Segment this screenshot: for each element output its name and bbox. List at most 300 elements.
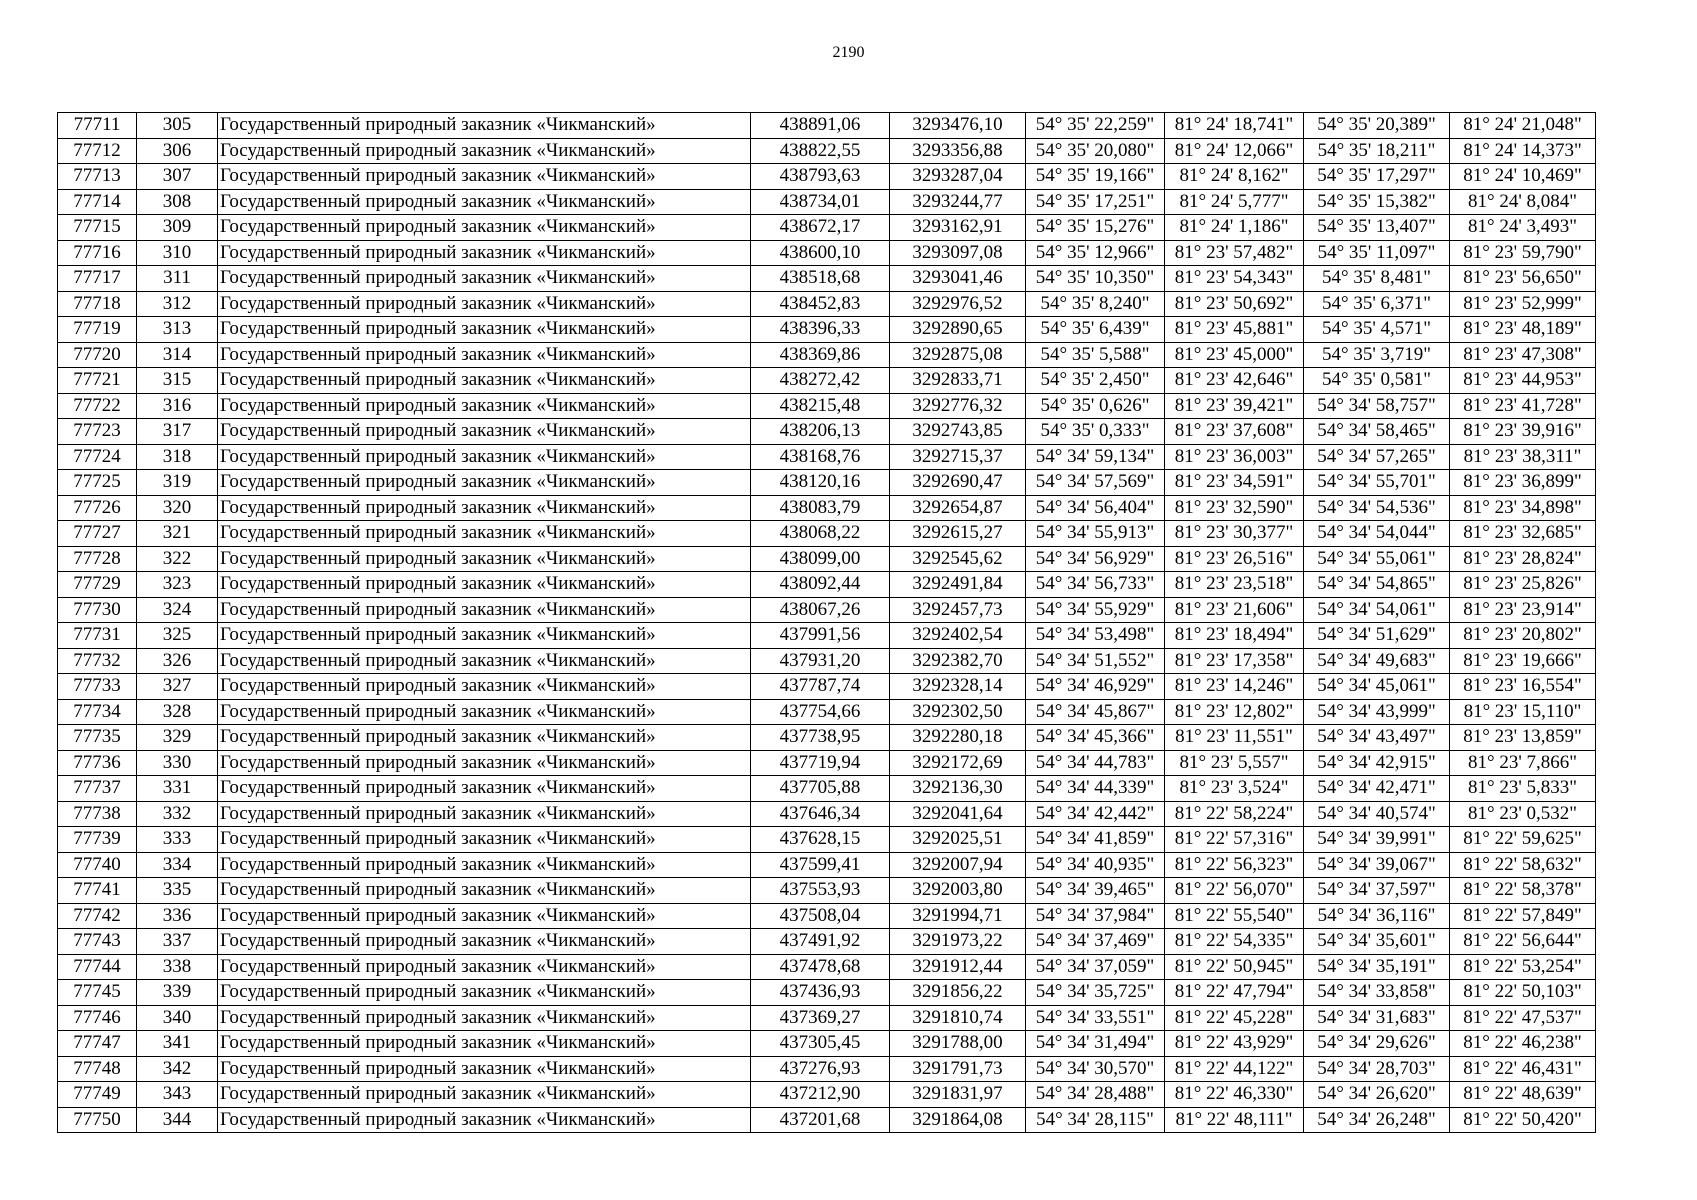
row-number-cell: 77728 [58,546,137,572]
longitude-1-cell: 81° 23' 30,377" [1165,521,1304,547]
latitude-2-cell: 54° 35' 0,581" [1304,368,1450,394]
protected-area-name-cell: Государственный природный заказник «Чикманский» [218,393,751,419]
latitude-1-cell: 54° 34' 56,733" [1026,572,1165,598]
longitude-1-cell: 81° 22' 48,111" [1165,1107,1304,1133]
y-coordinate-cell: 3292715,37 [890,444,1026,470]
x-coordinate-cell: 438396,33 [751,317,890,343]
y-coordinate-cell: 3291791,73 [890,1056,1026,1082]
latitude-2-cell: 54° 34' 35,601" [1304,929,1450,955]
point-number-cell: 320 [137,495,218,521]
row-number-cell: 77713 [58,164,137,190]
x-coordinate-cell: 437276,93 [751,1056,890,1082]
point-number-cell: 319 [137,470,218,496]
latitude-1-cell: 54° 35' 6,439" [1026,317,1165,343]
table-row [58,623,1596,649]
latitude-1-cell: 54° 34' 28,488" [1026,1082,1165,1108]
row-number-cell: 77748 [58,1056,137,1082]
longitude-2-cell: 81° 23' 38,311" [1450,444,1596,470]
row-number-cell: 77716 [58,240,137,266]
x-coordinate-cell: 437478,68 [751,954,890,980]
y-coordinate-cell: 3292654,87 [890,495,1026,521]
y-coordinate-cell: 3292003,80 [890,878,1026,904]
longitude-2-cell: 81° 22' 57,849" [1450,903,1596,929]
row-number-cell: 77737 [58,776,137,802]
latitude-1-cell: 54° 34' 33,551" [1026,1005,1165,1031]
x-coordinate-cell: 437719,94 [751,750,890,776]
longitude-2-cell: 81° 23' 59,790" [1450,240,1596,266]
y-coordinate-cell: 3293041,46 [890,266,1026,292]
latitude-2-cell: 54° 34' 54,865" [1304,572,1450,598]
y-coordinate-cell: 3292025,51 [890,827,1026,853]
row-number-cell: 77731 [58,623,137,649]
longitude-1-cell: 81° 23' 45,881" [1165,317,1304,343]
table-row [58,495,1596,521]
latitude-1-cell: 54° 34' 45,366" [1026,725,1165,751]
table-row [58,546,1596,572]
point-number-cell: 313 [137,317,218,343]
longitude-2-cell: 81° 23' 36,899" [1450,470,1596,496]
longitude-2-cell: 81° 23' 13,859" [1450,725,1596,751]
point-number-cell: 343 [137,1082,218,1108]
longitude-1-cell: 81° 22' 45,228" [1165,1005,1304,1031]
longitude-1-cell: 81° 23' 14,246" [1165,674,1304,700]
x-coordinate-cell: 438272,42 [751,368,890,394]
table-row [58,648,1596,674]
table-row [58,317,1596,343]
y-coordinate-cell: 3291788,00 [890,1031,1026,1057]
longitude-1-cell: 81° 22' 44,122" [1165,1056,1304,1082]
y-coordinate-cell: 3293356,88 [890,138,1026,164]
y-coordinate-cell: 3292743,85 [890,419,1026,445]
point-number-cell: 328 [137,699,218,725]
longitude-1-cell: 81° 22' 47,794" [1165,980,1304,1006]
point-number-cell: 325 [137,623,218,649]
x-coordinate-cell: 437491,92 [751,929,890,955]
y-coordinate-cell: 3292833,71 [890,368,1026,394]
longitude-1-cell: 81° 23' 37,608" [1165,419,1304,445]
x-coordinate-cell: 437599,41 [751,852,890,878]
point-number-cell: 337 [137,929,218,955]
protected-area-name-cell: Государственный природный заказник «Чикманский» [218,419,751,445]
protected-area-name-cell: Государственный природный заказник «Чикманский» [218,546,751,572]
point-number-cell: 309 [137,215,218,241]
latitude-2-cell: 54° 34' 43,999" [1304,699,1450,725]
protected-area-name-cell: Государственный природный заказник «Чикманский» [218,266,751,292]
table-row [58,929,1596,955]
longitude-1-cell: 81° 23' 42,646" [1165,368,1304,394]
y-coordinate-cell: 3292875,08 [890,342,1026,368]
table-row [58,1005,1596,1031]
x-coordinate-cell: 438092,44 [751,572,890,598]
latitude-2-cell: 54° 34' 31,683" [1304,1005,1450,1031]
y-coordinate-cell: 3292976,52 [890,291,1026,317]
longitude-2-cell: 81° 23' 28,824" [1450,546,1596,572]
protected-area-name-cell: Государственный природный заказник «Чикманский» [218,776,751,802]
latitude-1-cell: 54° 34' 40,935" [1026,852,1165,878]
protected-area-name-cell: Государственный природный заказник «Чикманский» [218,827,751,853]
x-coordinate-cell: 437931,20 [751,648,890,674]
protected-area-name-cell: Государственный природный заказник «Чикманский» [218,725,751,751]
x-coordinate-cell: 437754,66 [751,699,890,725]
x-coordinate-cell: 438099,00 [751,546,890,572]
table-row [58,215,1596,241]
y-coordinate-cell: 3292136,30 [890,776,1026,802]
row-number-cell: 77732 [58,648,137,674]
latitude-1-cell: 54° 34' 41,859" [1026,827,1165,853]
table-row [58,138,1596,164]
y-coordinate-cell: 3292041,64 [890,801,1026,827]
longitude-1-cell: 81° 24' 12,066" [1165,138,1304,164]
longitude-1-cell: 81° 23' 26,516" [1165,546,1304,572]
protected-area-name-cell: Государственный природный заказник «Чикманский» [218,368,751,394]
protected-area-name-cell: Государственный природный заказник «Чикманский» [218,572,751,598]
latitude-2-cell: 54° 35' 4,571" [1304,317,1450,343]
longitude-2-cell: 81° 23' 25,826" [1450,572,1596,598]
protected-area-name-cell: Государственный природный заказник «Чикманский» [218,215,751,241]
y-coordinate-cell: 3291912,44 [890,954,1026,980]
point-number-cell: 335 [137,878,218,904]
x-coordinate-cell: 437553,93 [751,878,890,904]
latitude-2-cell: 54° 34' 45,061" [1304,674,1450,700]
x-coordinate-cell: 437787,74 [751,674,890,700]
y-coordinate-cell: 3292457,73 [890,597,1026,623]
row-number-cell: 77749 [58,1082,137,1108]
protected-area-name-cell: Государственный природный заказник «Чикманский» [218,291,751,317]
latitude-1-cell: 54° 35' 0,333" [1026,419,1165,445]
latitude-1-cell: 54° 34' 55,929" [1026,597,1165,623]
point-number-cell: 306 [137,138,218,164]
longitude-2-cell: 81° 22' 58,632" [1450,852,1596,878]
row-number-cell: 77730 [58,597,137,623]
point-number-cell: 314 [137,342,218,368]
x-coordinate-cell: 437508,04 [751,903,890,929]
latitude-1-cell: 54° 34' 39,465" [1026,878,1165,904]
point-number-cell: 332 [137,801,218,827]
latitude-2-cell: 54° 34' 57,265" [1304,444,1450,470]
row-number-cell: 77744 [58,954,137,980]
point-number-cell: 321 [137,521,218,547]
latitude-1-cell: 54° 34' 51,552" [1026,648,1165,674]
longitude-2-cell: 81° 23' 20,802" [1450,623,1596,649]
latitude-2-cell: 54° 34' 51,629" [1304,623,1450,649]
row-number-cell: 77727 [58,521,137,547]
latitude-2-cell: 54° 34' 49,683" [1304,648,1450,674]
x-coordinate-cell: 438068,22 [751,521,890,547]
y-coordinate-cell: 3292690,47 [890,470,1026,496]
longitude-2-cell: 81° 22' 59,625" [1450,827,1596,853]
table-row [58,1056,1596,1082]
longitude-2-cell: 81° 22' 48,639" [1450,1082,1596,1108]
latitude-1-cell: 54° 35' 2,450" [1026,368,1165,394]
x-coordinate-cell: 438215,48 [751,393,890,419]
point-number-cell: 331 [137,776,218,802]
longitude-2-cell: 81° 23' 15,110" [1450,699,1596,725]
longitude-2-cell: 81° 24' 3,493" [1450,215,1596,241]
point-number-cell: 326 [137,648,218,674]
latitude-1-cell: 54° 34' 37,984" [1026,903,1165,929]
x-coordinate-cell: 437201,68 [751,1107,890,1133]
table-row [58,266,1596,292]
point-number-cell: 324 [137,597,218,623]
longitude-2-cell: 81° 23' 39,916" [1450,419,1596,445]
x-coordinate-cell: 438120,16 [751,470,890,496]
latitude-2-cell: 54° 34' 36,116" [1304,903,1450,929]
y-coordinate-cell: 3291973,22 [890,929,1026,955]
row-number-cell: 77738 [58,801,137,827]
longitude-1-cell: 81° 24' 18,741" [1165,113,1304,139]
y-coordinate-cell: 3292545,62 [890,546,1026,572]
point-number-cell: 310 [137,240,218,266]
point-number-cell: 318 [137,444,218,470]
x-coordinate-cell: 438600,10 [751,240,890,266]
latitude-1-cell: 54° 34' 53,498" [1026,623,1165,649]
longitude-1-cell: 81° 23' 45,000" [1165,342,1304,368]
y-coordinate-cell: 3292776,32 [890,393,1026,419]
longitude-1-cell: 81° 24' 8,162" [1165,164,1304,190]
row-number-cell: 77740 [58,852,137,878]
longitude-2-cell: 81° 24' 8,084" [1450,189,1596,215]
table-body [58,113,1596,1133]
row-number-cell: 77743 [58,929,137,955]
protected-area-name-cell: Государственный природный заказник «Чикманский» [218,1082,751,1108]
table-row [58,521,1596,547]
longitude-1-cell: 81° 23' 11,551" [1165,725,1304,751]
latitude-1-cell: 54° 35' 15,276" [1026,215,1165,241]
latitude-2-cell: 54° 35' 15,382" [1304,189,1450,215]
longitude-1-cell: 81° 22' 58,224" [1165,801,1304,827]
y-coordinate-cell: 3291831,97 [890,1082,1026,1108]
point-number-cell: 307 [137,164,218,190]
longitude-2-cell: 81° 22' 50,103" [1450,980,1596,1006]
latitude-2-cell: 54° 35' 8,481" [1304,266,1450,292]
protected-area-name-cell: Государственный природный заказник «Чикманский» [218,699,751,725]
point-number-cell: 327 [137,674,218,700]
longitude-1-cell: 81° 23' 32,590" [1165,495,1304,521]
protected-area-name-cell: Государственный природный заказник «Чикманский» [218,1056,751,1082]
y-coordinate-cell: 3292007,94 [890,852,1026,878]
x-coordinate-cell: 437705,88 [751,776,890,802]
x-coordinate-cell: 438672,17 [751,215,890,241]
coordinates-table [57,112,1596,1133]
x-coordinate-cell: 437991,56 [751,623,890,649]
row-number-cell: 77718 [58,291,137,317]
latitude-1-cell: 54° 34' 28,115" [1026,1107,1165,1133]
x-coordinate-cell: 438452,83 [751,291,890,317]
latitude-1-cell: 54° 34' 59,134" [1026,444,1165,470]
protected-area-name-cell: Государственный природный заказник «Чикманский» [218,470,751,496]
latitude-1-cell: 54° 34' 30,570" [1026,1056,1165,1082]
latitude-1-cell: 54° 35' 12,966" [1026,240,1165,266]
protected-area-name-cell: Государственный природный заказник «Чикманский» [218,878,751,904]
longitude-1-cell: 81° 23' 57,482" [1165,240,1304,266]
y-coordinate-cell: 3293287,04 [890,164,1026,190]
x-coordinate-cell: 437738,95 [751,725,890,751]
table-row [58,699,1596,725]
latitude-1-cell: 54° 35' 20,080" [1026,138,1165,164]
x-coordinate-cell: 437646,34 [751,801,890,827]
longitude-1-cell: 81° 22' 56,323" [1165,852,1304,878]
latitude-2-cell: 54° 35' 18,211" [1304,138,1450,164]
latitude-1-cell: 54° 35' 8,240" [1026,291,1165,317]
y-coordinate-cell: 3292890,65 [890,317,1026,343]
longitude-1-cell: 81° 23' 34,591" [1165,470,1304,496]
longitude-1-cell: 81° 22' 43,929" [1165,1031,1304,1057]
latitude-1-cell: 54° 35' 10,350" [1026,266,1165,292]
row-number-cell: 77720 [58,342,137,368]
protected-area-name-cell: Государственный природный заказник «Чикманский» [218,240,751,266]
table-row [58,393,1596,419]
y-coordinate-cell: 3292302,50 [890,699,1026,725]
y-coordinate-cell: 3292615,27 [890,521,1026,547]
point-number-cell: 305 [137,113,218,139]
longitude-1-cell: 81° 24' 5,777" [1165,189,1304,215]
latitude-2-cell: 54° 34' 58,757" [1304,393,1450,419]
latitude-2-cell: 54° 35' 13,407" [1304,215,1450,241]
latitude-2-cell: 54° 35' 6,371" [1304,291,1450,317]
table-row [58,827,1596,853]
point-number-cell: 340 [137,1005,218,1031]
latitude-1-cell: 54° 34' 46,929" [1026,674,1165,700]
row-number-cell: 77734 [58,699,137,725]
y-coordinate-cell: 3292172,69 [890,750,1026,776]
latitude-1-cell: 54° 35' 0,626" [1026,393,1165,419]
longitude-2-cell: 81° 22' 46,238" [1450,1031,1596,1057]
latitude-2-cell: 54° 34' 26,620" [1304,1082,1450,1108]
longitude-1-cell: 81° 23' 12,802" [1165,699,1304,725]
point-number-cell: 329 [137,725,218,751]
longitude-2-cell: 81° 23' 0,532" [1450,801,1596,827]
row-number-cell: 77712 [58,138,137,164]
latitude-2-cell: 54° 34' 43,497" [1304,725,1450,751]
row-number-cell: 77742 [58,903,137,929]
protected-area-name-cell: Государственный природный заказник «Чикманский» [218,138,751,164]
x-coordinate-cell: 438793,63 [751,164,890,190]
x-coordinate-cell: 438891,06 [751,113,890,139]
point-number-cell: 316 [137,393,218,419]
longitude-2-cell: 81° 23' 48,189" [1450,317,1596,343]
protected-area-name-cell: Государственный природный заказник «Чикманский» [218,852,751,878]
protected-area-name-cell: Государственный природный заказник «Чикманский» [218,495,751,521]
y-coordinate-cell: 3291810,74 [890,1005,1026,1031]
longitude-2-cell: 81° 23' 41,728" [1450,393,1596,419]
longitude-2-cell: 81° 22' 53,254" [1450,954,1596,980]
y-coordinate-cell: 3293097,08 [890,240,1026,266]
longitude-1-cell: 81° 23' 21,606" [1165,597,1304,623]
latitude-1-cell: 54° 34' 35,725" [1026,980,1165,1006]
latitude-1-cell: 54° 34' 57,569" [1026,470,1165,496]
row-number-cell: 77739 [58,827,137,853]
longitude-2-cell: 81° 24' 10,469" [1450,164,1596,190]
point-number-cell: 322 [137,546,218,572]
longitude-1-cell: 81° 23' 36,003" [1165,444,1304,470]
latitude-2-cell: 54° 34' 26,248" [1304,1107,1450,1133]
longitude-2-cell: 81° 23' 16,554" [1450,674,1596,700]
point-number-cell: 336 [137,903,218,929]
y-coordinate-cell: 3291994,71 [890,903,1026,929]
longitude-1-cell: 81° 23' 17,358" [1165,648,1304,674]
row-number-cell: 77711 [58,113,137,139]
point-number-cell: 338 [137,954,218,980]
table-row [58,776,1596,802]
row-number-cell: 77714 [58,189,137,215]
protected-area-name-cell: Государственный природный заказник «Чикманский» [218,623,751,649]
row-number-cell: 77726 [58,495,137,521]
latitude-2-cell: 54° 35' 17,297" [1304,164,1450,190]
point-number-cell: 333 [137,827,218,853]
table-row [58,1107,1596,1133]
point-number-cell: 330 [137,750,218,776]
protected-area-name-cell: Государственный природный заказник «Чикманский» [218,189,751,215]
latitude-2-cell: 54° 34' 42,471" [1304,776,1450,802]
latitude-2-cell: 54° 34' 54,044" [1304,521,1450,547]
protected-area-name-cell: Государственный природный заказник «Чикманский» [218,342,751,368]
x-coordinate-cell: 437305,45 [751,1031,890,1057]
y-coordinate-cell: 3292382,70 [890,648,1026,674]
x-coordinate-cell: 437436,93 [751,980,890,1006]
latitude-2-cell: 54° 34' 42,915" [1304,750,1450,776]
latitude-2-cell: 54° 34' 55,701" [1304,470,1450,496]
longitude-2-cell: 81° 23' 44,953" [1450,368,1596,394]
x-coordinate-cell: 438168,76 [751,444,890,470]
protected-area-name-cell: Государственный природный заказник «Чикманский» [218,164,751,190]
longitude-1-cell: 81° 22' 50,945" [1165,954,1304,980]
x-coordinate-cell: 438067,26 [751,597,890,623]
longitude-2-cell: 81° 23' 56,650" [1450,266,1596,292]
latitude-2-cell: 54° 34' 58,465" [1304,419,1450,445]
table-row [58,113,1596,139]
point-number-cell: 339 [137,980,218,1006]
latitude-1-cell: 54° 34' 44,339" [1026,776,1165,802]
protected-area-name-cell: Государственный природный заказник «Чикманский» [218,980,751,1006]
latitude-1-cell: 54° 34' 56,404" [1026,495,1165,521]
point-number-cell: 311 [137,266,218,292]
longitude-1-cell: 81° 23' 50,692" [1165,291,1304,317]
protected-area-name-cell: Государственный природный заказник «Чикманский» [218,750,751,776]
row-number-cell: 77729 [58,572,137,598]
x-coordinate-cell: 437212,90 [751,1082,890,1108]
longitude-2-cell: 81° 23' 34,898" [1450,495,1596,521]
longitude-1-cell: 81° 23' 39,421" [1165,393,1304,419]
row-number-cell: 77722 [58,393,137,419]
y-coordinate-cell: 3293162,91 [890,215,1026,241]
table-row [58,164,1596,190]
table-row [58,878,1596,904]
latitude-2-cell: 54° 34' 54,061" [1304,597,1450,623]
row-number-cell: 77725 [58,470,137,496]
longitude-1-cell: 81° 22' 54,335" [1165,929,1304,955]
latitude-1-cell: 54° 34' 44,783" [1026,750,1165,776]
table-row [58,1082,1596,1108]
point-number-cell: 342 [137,1056,218,1082]
protected-area-name-cell: Государственный природный заказник «Чикманский» [218,954,751,980]
longitude-2-cell: 81° 23' 7,866" [1450,750,1596,776]
latitude-1-cell: 54° 34' 45,867" [1026,699,1165,725]
x-coordinate-cell: 438734,01 [751,189,890,215]
latitude-1-cell: 54° 35' 19,166" [1026,164,1165,190]
longitude-1-cell: 81° 23' 3,524" [1165,776,1304,802]
protected-area-name-cell: Государственный природный заказник «Чикманский» [218,1107,751,1133]
latitude-2-cell: 54° 34' 35,191" [1304,954,1450,980]
longitude-1-cell: 81° 24' 1,186" [1165,215,1304,241]
protected-area-name-cell: Государственный природный заказник «Чикманский» [218,113,751,139]
x-coordinate-cell: 438822,55 [751,138,890,164]
point-number-cell: 312 [137,291,218,317]
longitude-2-cell: 81° 23' 52,999" [1450,291,1596,317]
table-row [58,903,1596,929]
table-row [58,444,1596,470]
row-number-cell: 77741 [58,878,137,904]
table-row [58,801,1596,827]
